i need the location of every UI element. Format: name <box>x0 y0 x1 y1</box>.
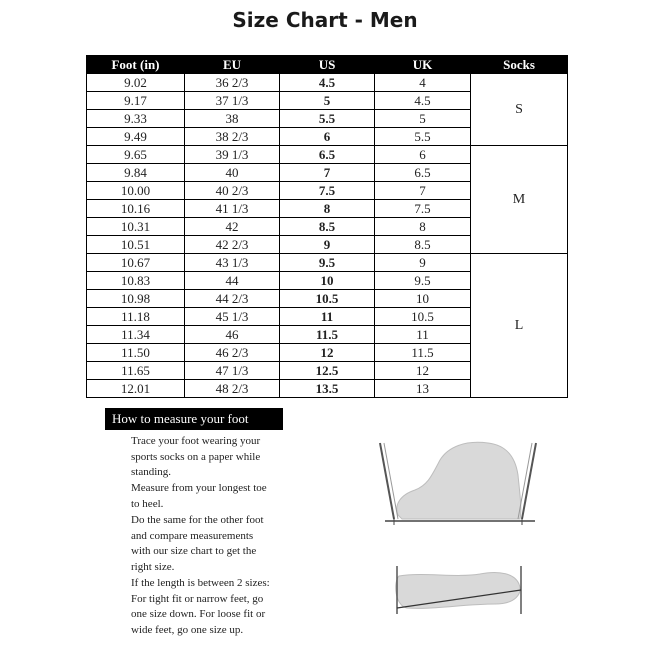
instruction-line: to heel. <box>131 497 164 510</box>
uk-cell: 10 <box>375 290 471 308</box>
uk-cell: 13 <box>375 380 471 398</box>
us-cell: 11 <box>280 308 375 326</box>
uk-cell: 11 <box>375 326 471 344</box>
foot-cell: 10.31 <box>87 218 185 236</box>
uk-cell: 8 <box>375 218 471 236</box>
eu-cell: 40 2/3 <box>185 182 280 200</box>
foot-side-view-icon <box>370 435 550 535</box>
foot-cell: 9.49 <box>87 128 185 146</box>
instruction-line: right size. <box>131 560 175 573</box>
foot-cell: 9.65 <box>87 146 185 164</box>
us-cell: 9.5 <box>280 254 375 272</box>
us-cell: 10 <box>280 272 375 290</box>
foot-cell: 9.84 <box>87 164 185 182</box>
us-cell: 11.5 <box>280 326 375 344</box>
foot-cell: 9.02 <box>87 74 185 92</box>
uk-cell: 8.5 <box>375 236 471 254</box>
foot-cell: 10.51 <box>87 236 185 254</box>
uk-cell: 10.5 <box>375 308 471 326</box>
instruction-line: For tight fit or narrow feet, go <box>131 592 264 605</box>
eu-cell: 41 1/3 <box>185 200 280 218</box>
uk-cell: 11.5 <box>375 344 471 362</box>
eu-cell: 45 1/3 <box>185 308 280 326</box>
us-cell: 7.5 <box>280 182 375 200</box>
instruction-line: Trace your foot wearing your <box>131 435 261 447</box>
foot-cell: 9.17 <box>87 92 185 110</box>
us-cell: 12 <box>280 344 375 362</box>
foot-cell: 9.33 <box>87 110 185 128</box>
foot-cell: 11.18 <box>87 308 185 326</box>
instruction-line: standing. <box>131 466 172 479</box>
eu-cell: 42 2/3 <box>185 236 280 254</box>
foot-cell: 10.98 <box>87 290 185 308</box>
us-cell: 10.5 <box>280 290 375 308</box>
eu-cell: 44 <box>185 272 280 290</box>
eu-cell: 42 <box>185 218 280 236</box>
foot-cell: 12.01 <box>87 380 185 398</box>
us-cell: 5 <box>280 92 375 110</box>
instruction-measure <box>131 481 281 512</box>
instruction-between-sizes <box>131 576 281 638</box>
us-cell: 8 <box>280 200 375 218</box>
instruction-line: wide feet, go one size up. <box>131 623 244 636</box>
eu-cell: 37 1/3 <box>185 92 280 110</box>
instruction-compare <box>131 513 281 575</box>
foot-cell: 11.34 <box>87 326 185 344</box>
us-cell: 9 <box>280 236 375 254</box>
uk-cell: 7.5 <box>375 200 471 218</box>
instruction-line: one size down. For loose fit or <box>131 608 266 621</box>
foot-cell: 10.00 <box>87 182 185 200</box>
us-cell: 5.5 <box>280 110 375 128</box>
sock-size-cell: S <box>471 74 568 146</box>
eu-cell: 47 1/3 <box>185 362 280 380</box>
header-eu: EU <box>185 56 280 74</box>
instruction-line: sports socks on a paper while <box>131 450 261 463</box>
instruction-line: Do the same for the other foot <box>131 514 264 526</box>
eu-cell: 48 2/3 <box>185 380 280 398</box>
uk-cell: 4 <box>375 74 471 92</box>
uk-cell: 12 <box>375 362 471 380</box>
eu-cell: 46 2/3 <box>185 344 280 362</box>
foot-cell: 11.50 <box>87 344 185 362</box>
uk-cell: 6.5 <box>375 164 471 182</box>
table-row <box>87 254 568 272</box>
sock-size-cell: L <box>471 254 568 398</box>
us-cell: 4.5 <box>280 74 375 92</box>
header-socks: Socks <box>471 56 568 74</box>
header-foot: Foot (in) <box>87 56 185 74</box>
uk-cell: 9.5 <box>375 272 471 290</box>
uk-cell: 5 <box>375 110 471 128</box>
foot-cell: 10.16 <box>87 200 185 218</box>
us-cell: 6.5 <box>280 146 375 164</box>
eu-cell: 40 <box>185 164 280 182</box>
instruction-trace <box>131 434 281 481</box>
instruction-line: Measure from your longest toe <box>131 482 267 494</box>
eu-cell: 46 <box>185 326 280 344</box>
us-cell: 6 <box>280 128 375 146</box>
us-cell: 8.5 <box>280 218 375 236</box>
instruction-line: and compare measurements <box>131 529 254 542</box>
header-us: US <box>280 56 375 74</box>
foot-top-view-icon <box>385 560 535 620</box>
table-header-row <box>87 56 568 74</box>
eu-cell: 43 1/3 <box>185 254 280 272</box>
foot-cell: 10.67 <box>87 254 185 272</box>
eu-cell: 39 1/3 <box>185 146 280 164</box>
instruction-line: If the length is between 2 sizes: <box>131 577 270 589</box>
us-cell: 12.5 <box>280 362 375 380</box>
foot-cell: 11.65 <box>87 362 185 380</box>
how-to-measure-heading: How to measure your foot <box>105 408 283 430</box>
us-cell: 13.5 <box>280 380 375 398</box>
uk-cell: 5.5 <box>375 128 471 146</box>
eu-cell: 38 <box>185 110 280 128</box>
size-chart-table <box>86 55 568 398</box>
uk-cell: 9 <box>375 254 471 272</box>
eu-cell: 44 2/3 <box>185 290 280 308</box>
eu-cell: 36 2/3 <box>185 74 280 92</box>
uk-cell: 6 <box>375 146 471 164</box>
uk-cell: 4.5 <box>375 92 471 110</box>
instruction-line: with our size chart to get the <box>131 545 257 558</box>
uk-cell: 7 <box>375 182 471 200</box>
page-title: Size Chart - Men <box>232 8 418 32</box>
sock-size-cell: M <box>471 146 568 254</box>
eu-cell: 38 2/3 <box>185 128 280 146</box>
us-cell: 7 <box>280 164 375 182</box>
header-uk: UK <box>375 56 471 74</box>
foot-cell: 10.83 <box>87 272 185 290</box>
table-row <box>87 146 568 164</box>
table-row <box>87 74 568 92</box>
